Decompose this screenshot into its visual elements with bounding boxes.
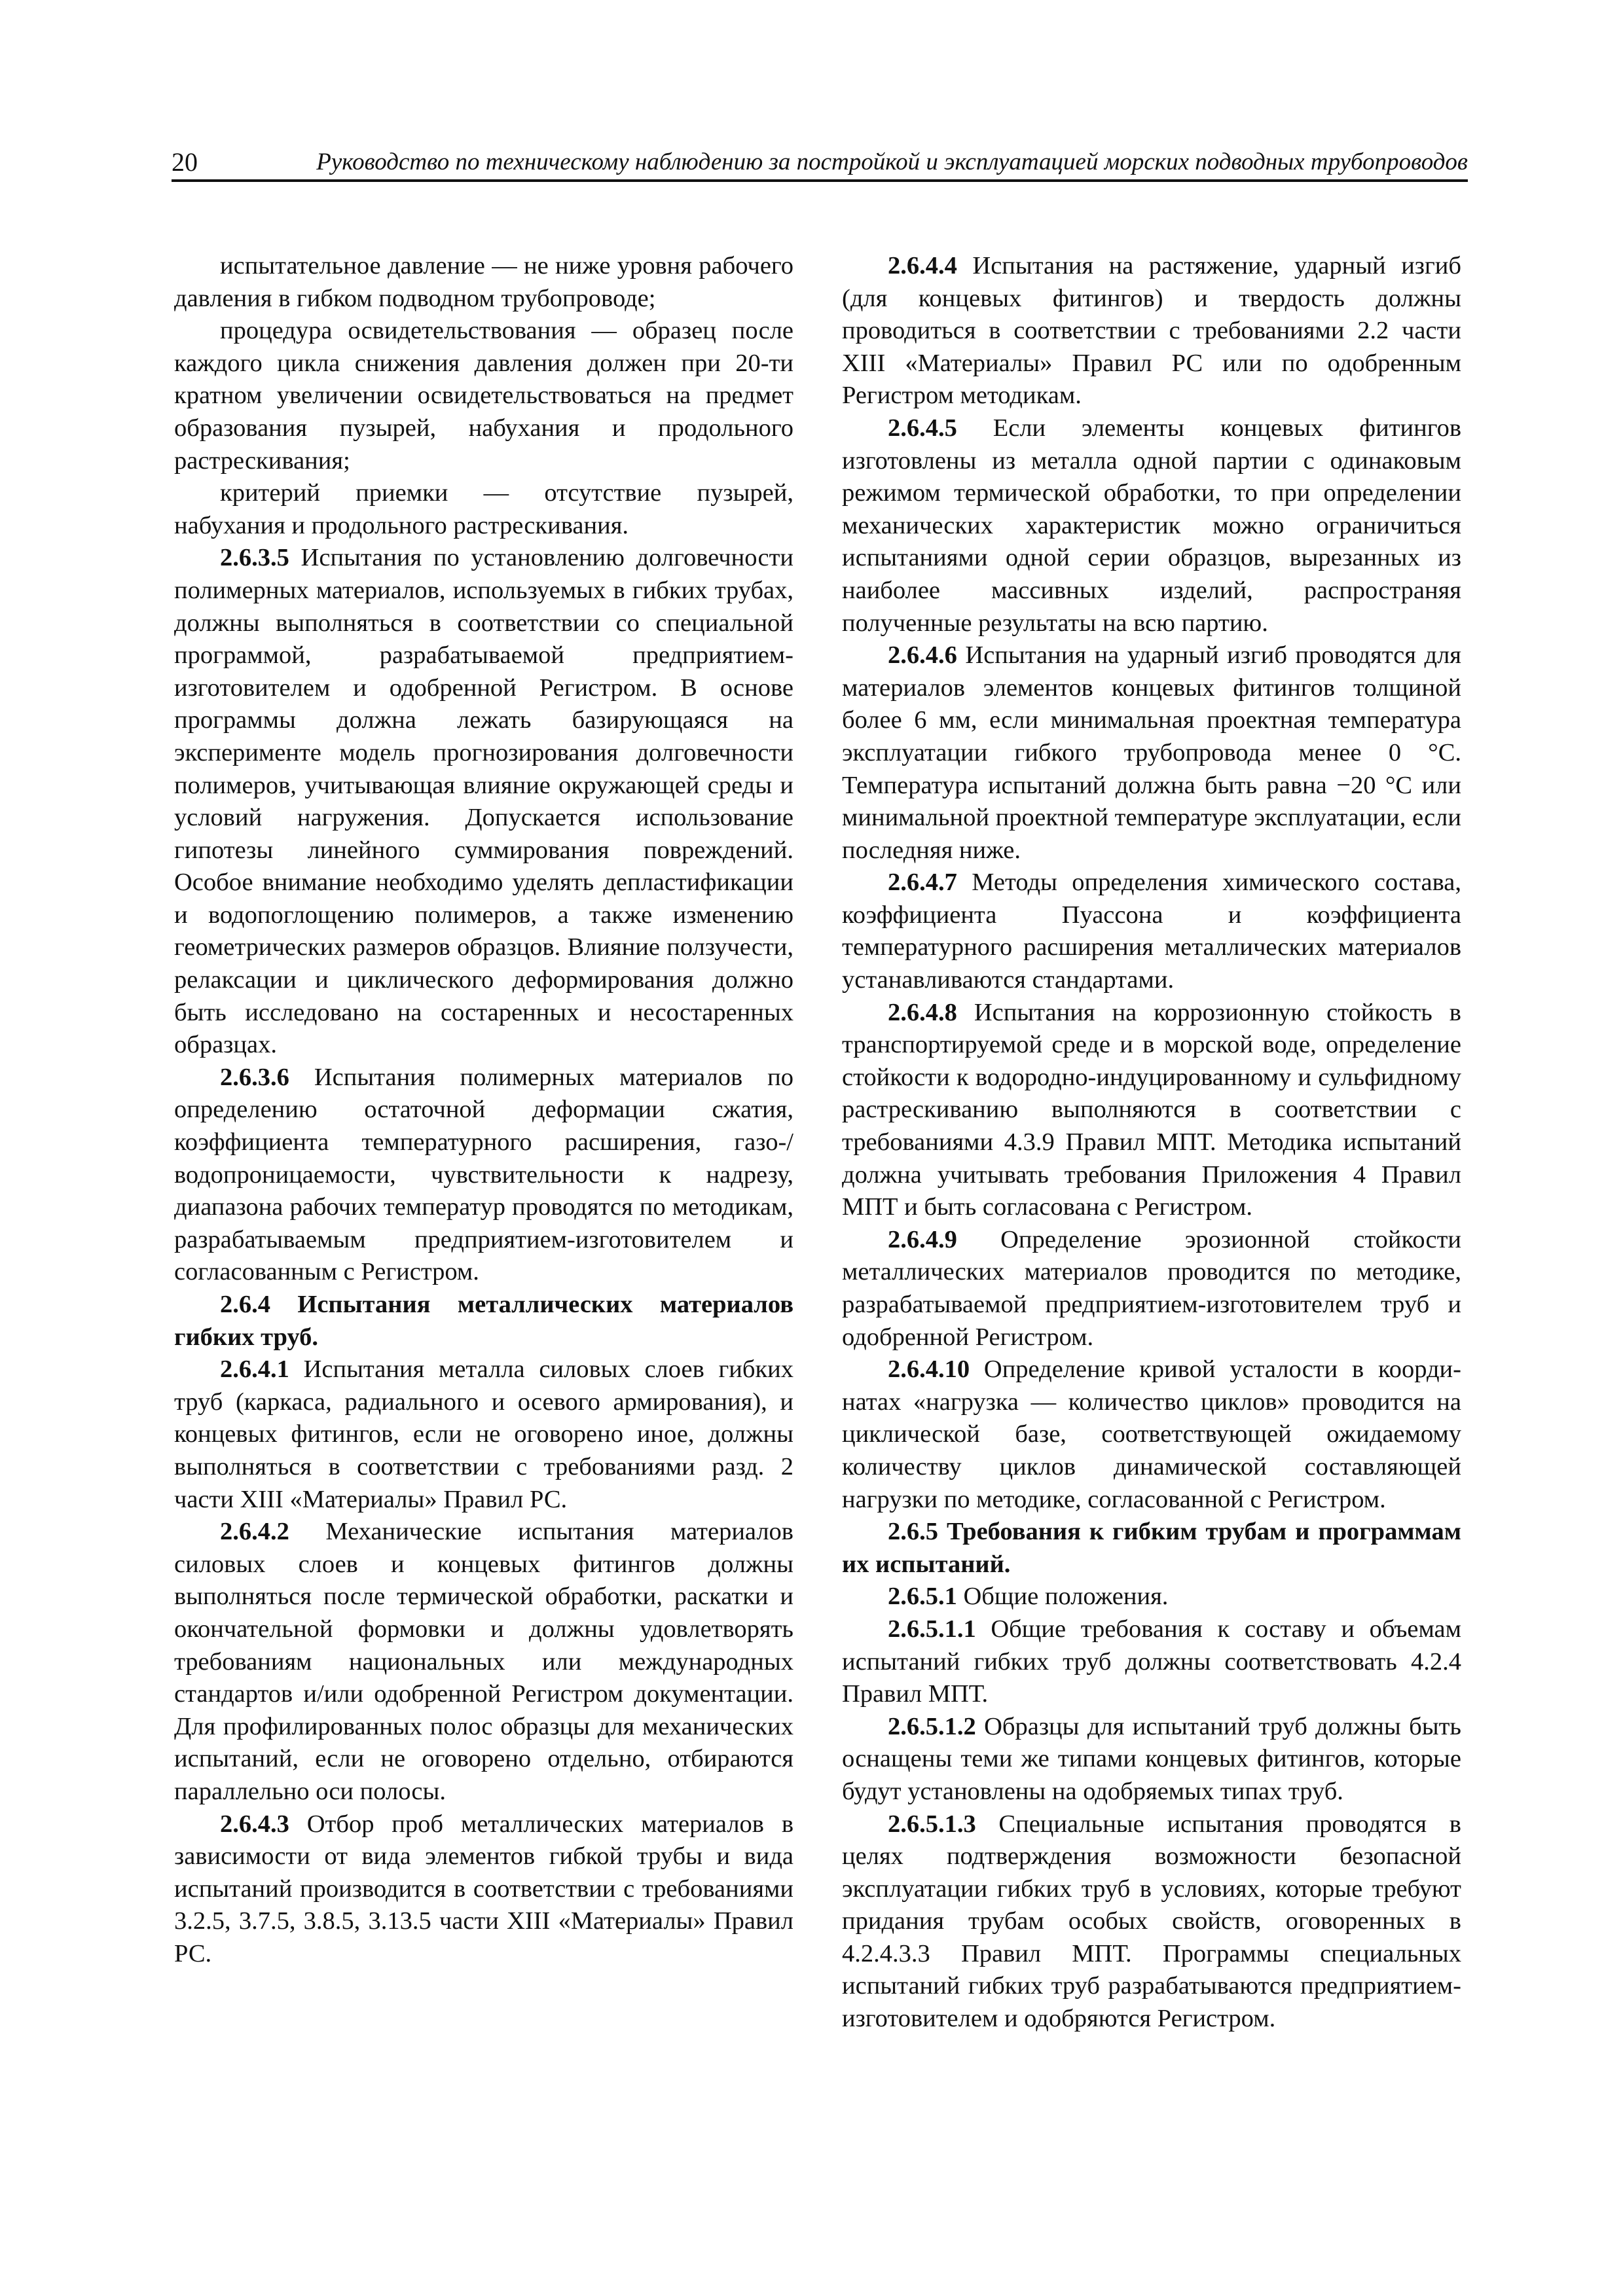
paragraph [842,1808,1461,2036]
paragraph [842,412,1461,639]
paragraph-text: Определение кривой усталости в координатах «нагрузка — количество циклов» проводится на циклической базе, соответствующей ожидаемому количеству циклов динамической составляющей нагрузки по методике, согласованной с Регистром. [842,1355,1461,1513]
paragraph-text: Общие требования к составу и объемам испытаний гибких труб должны соответствовать 4.2.4 Правил МПТ. [842,1615,1461,1708]
clause-number: 2.6.5.1.3 [888,1810,976,1838]
paragraph [174,1354,793,1516]
paragraph [842,1224,1461,1354]
clause-number: 2.6.5.1.1 [888,1615,976,1643]
paragraph-text: Механические испытания материалов силовых слоев и концевых фитингов должны выполняться после термической обработки, раскатки и окончательной формовки и должны удовлетворять требованиям национальных или международных стандартов и/или одобренной Регистром документации. Для профилированных полос образцы для механических испытаний, если не оговорено отдельно, отбираются параллельно оси полосы. [174,1518,793,1805]
paragraph [174,315,793,477]
paragraph-text: Специальные испытания проводятся в целях подтверждения возможности безопасной эксплуатации гибких труб в условиях, которые требуют придания трубам особых свойств, оговоренных в 4.2.4.3.3 Правил МПТ. Программы специальных испытаний гибких труб разрабатываются предприятием-изготовителем и одобряются Регистром. [842,1810,1461,2033]
paragraph [842,250,1461,412]
section-heading [174,1289,793,1354]
paragraph [842,639,1461,867]
right-column [842,250,1461,2036]
running-title: Руководство по техническому наблюдению за постройкой и эксплуатацией морских подводных трубопроводов [316,149,1468,175]
clause-number: 2.6.4.7 [888,869,957,897]
paragraph [174,1808,793,1971]
paragraph [174,1516,793,1808]
clause-number: 2.6.4.4 [888,252,957,279]
section-heading [842,1516,1461,1581]
clause-number: 2.6.4.5 [888,414,957,442]
paragraph-text: Испытания на растяжение, ударный изгиб (для концевых фитингов) и твердость должны проводиться в соответствии с требованиями 2.2 части XIII «Материалы» Правил РС или по одобренным Регистром методикам. [842,252,1461,410]
paragraph-text: Испытания металла силовых слоев гибких труб (каркаса, радиального и осевого армирования), и концевых фитингов, если не оговорено иное, должны выполняться в соответствии с требованиями разд. 2 части XIII «Материалы» Правил РС. [174,1355,793,1513]
paragraph-text: 2.6.5 Требования к гибким трубам и программам их испытаний. [842,1518,1461,1578]
paragraph [842,1581,1461,1613]
paragraph-text: 2.6.4 Испытания металлических материалов гибких труб. [174,1291,793,1351]
clause-number: 2.6.5.1.2 [888,1712,976,1740]
clause-number: 2.6.4.9 [888,1225,957,1253]
paragraph-text: Отбор проб металлических материалов в зависимости от вида элементов гибкой трубы и вида испытаний производится в соответствии с требованиями 3.2.5, 3.7.5, 3.8.5, 3.13.5 части XIII «Материалы» Правил РС. [174,1810,793,1967]
paragraph-text: Испытания по установлению долговечности полимерных материалов, используемых в гибких трубах, должны выполняться в соответствии со специальной программой, разрабатываемой предприятием-изготовителем и одобренной Регистром. В основе программы должна лежать базирующаяся на эксперименте модель прогнозирования долговечности полимеров, учитывающая влияние окружающей среды и условий нагружения. Допускается использование гипотезы линейного суммирования повреждений. Особое внимание необходимо уделять депластификации и водопоглощению полимеров, а также изменению геометрических размеров образцов. Влияние ползучести, релаксации и циклического деформирования должно быть исследовано на состаренных и несостаренных образцах. [174,544,793,1059]
left-column [174,250,793,1970]
paragraph-text: процедура освидетельствования — образец после каждого цикла снижения давления должен при 20-ти кратном увеличении освидетельствоваться на предмет образования пузырей, набухания и продольного растрескивания; [174,317,793,475]
clause-number: 2.6.4.1 [220,1355,289,1384]
page-number: 20 [172,147,198,177]
clause-number: 2.6.4.2 [220,1518,289,1546]
paragraph [842,867,1461,996]
paragraph [174,250,793,315]
clause-number: 2.6.5.1 [888,1583,957,1611]
clause-number: 2.6.3.6 [220,1063,289,1091]
paragraph [174,542,793,1062]
page-header [172,145,1468,182]
paragraph [842,997,1461,1224]
paragraph [842,1613,1461,1711]
paragraph-text: Испытания полимерных материалов по определению остаточной деформации сжатия, коэффициента температурного расширения, газо-/водопроницаемости, чувствительности к надрезу, диапазона рабочих температур проводятся по методикам, разрабатываемым предприятием-изготовителем и согласованным с Регистром. [174,1063,793,1286]
paragraph-text: Испытания на коррозионную стойкость в транспортируемой среде и в морской воде, определение стойкости к водородно-индуцированному и сульфидному растрескиванию выполняются в соответствии с требованиями 4.3.9 Правил МПТ. Методика испытаний должна учитывать требования Приложения 4 Правил МПТ и быть согласована с Регистром. [842,998,1461,1221]
paragraph-text: Испытания на ударный изгиб проводятся для материалов элементов концевых фитингов толщиной более 6 мм, если минимальная проектная температура эксплуатации гибкого трубопровода менее 0 °С. Температура испытаний должна быть равна −20 °С или минимальной проектной температуре эксплуатации, если последняя ниже. [842,641,1461,864]
paragraph-text: Образцы для испытаний труб должны быть оснащены теми же типами концевых фитингов, которые будут установлены на одобряемых типах труб. [842,1712,1461,1805]
clause-number: 2.6.3.5 [220,544,289,572]
clause-number: 2.6.4.10 [888,1355,970,1384]
paragraph-text: Методы определения химического состава, коэффициента Пуассона и коэффициента температурного расширения металлических материалов устанавливаются стандартами. [842,869,1461,994]
paragraph-text: Общие положения. [957,1583,1169,1611]
clause-number: 2.6.4.3 [220,1810,289,1838]
paragraph [842,1354,1461,1516]
paragraph-text: испытательное давление — не ниже уровня рабочего давления в гибком подводном трубопроводе; [174,252,793,312]
paragraph-text: Определение эрозионной стойкости металлических материалов проводится по методике, разрабатываемой предприятием-изготовителем труб и одобренной Регистром. [842,1225,1461,1351]
paragraph-text: Если элементы концевых фитингов изготовлены из металла одной партии с одинаковым режимом термической обработки, то при определении механических характеристик можно ограничиться испытаниями одной серии образцов, вырезанных из наиболее массивных изделий, распространяя полученные результаты на всю партию. [842,414,1461,637]
paragraph [842,1711,1461,1808]
clause-number: 2.6.4.8 [888,998,957,1026]
clause-number: 2.6.4.6 [888,641,957,670]
paragraph [174,1062,793,1289]
paragraph-text: критерий приемки — отсутствие пузырей, набухания и продольного растрескивания. [174,479,793,539]
paragraph [174,477,793,542]
